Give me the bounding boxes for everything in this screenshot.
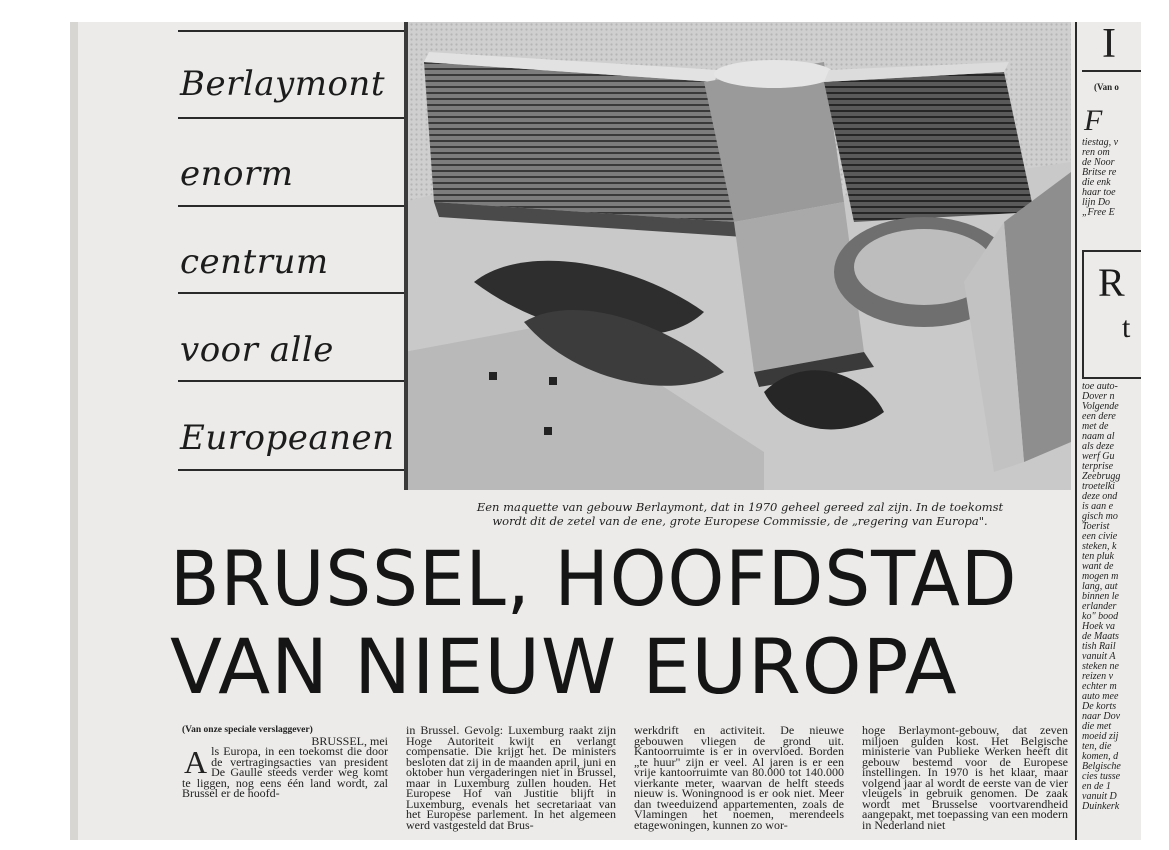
article-text-col4: hoge Berlaymont-gebouw, dat zeven miljoen gulden kost. Het Belgische ministerie van Publieke Werken heeft dit gebouw bestemd voor de Europese instellingen. In 1970 is het klaar, maar volgend jaar al wordt de eerste van de vier vleugels in gebruik genomen. De zaak wordt met Brusselse voortvarendheid aangepakt, met toepassing van een modern in Nederland niet [862,725,1068,832]
adjacent-line: is aan e [1082,501,1114,512]
adjacent-line: cies tusse [1082,771,1121,782]
adjacent-line: komen, d [1082,751,1119,762]
adjacent-line: moeid zij [1082,731,1119,742]
adjacent-line: een dere [1082,411,1116,422]
adjacent-article-lower [1082,382,1141,840]
adjacent-line: naar Dov [1082,711,1121,722]
adjacent-line: vanuit D [1082,791,1117,802]
dateline: BRUSSEL, mei [311,733,388,748]
adjacent-line: ten pluk [1082,551,1114,562]
adjacent-box-letter-2: t [1122,311,1131,344]
adjacent-line: ten, die [1082,741,1112,752]
adjacent-line: binnen le [1082,591,1119,602]
adjacent-line: vanuit A [1082,651,1116,662]
adjacent-dropcap: F [1084,104,1103,137]
adjacent-line: Dover n [1082,391,1115,402]
column-divider [1075,22,1077,840]
berlaymont-model-photo [404,22,1071,490]
page-gutter [70,22,78,840]
adjacent-line: een civie [1082,531,1118,542]
adjacent-line: naam al [1082,431,1115,442]
kicker-line-5: Europeanen [180,418,395,458]
adjacent-line: reizen v [1082,671,1114,682]
adjacent-line: Duinkerk [1082,801,1120,812]
kicker-line-3: centrum [180,242,329,282]
adjacent-line: De korts [1082,701,1117,712]
adjacent-line: haar toe [1082,187,1116,198]
headline-line-1: BRUSSEL, HOOFDSTAD [170,534,1018,623]
byline: (Van onze speciale verslaggever) [182,725,313,735]
adjacent-line: de Maats [1082,631,1119,642]
caption-line-1: Een maquette van gebouw Berlaymont, dat in 1970 geheel gereed zal zijn. In de toekomst [476,500,1004,514]
adjacent-line: steken ne [1082,661,1119,672]
adjacent-line: gisch mo [1082,511,1118,522]
caption-line-2: wordt dit de zetel van de ene, grote Europese Commissie, de „regering van Europa". [492,514,988,528]
adjacent-line: die enk [1082,177,1111,188]
article-text-col3: werkdrift en activiteit. De nieuwe gebouwen vliegen de grond uit. Kantoorruimte is er in overvloed. Borden „te huur" zijn er veel. Al jaren is er een vrije kantoorruimte van 80.000 tot 140.000 vierkante meter, waarvan de helft steeds nieuw is. Woningnood is er ook niet. Meer dan tweeduizend appartementen, zoals de Vlamingen het noemen, merendeels etagewoningen, kunnen zo wor- [634,725,844,832]
kicker-line-1: Berlaymont [180,64,385,104]
adjacent-line: steken, k [1082,541,1117,552]
adjacent-line: werf Gu [1082,451,1115,462]
adjacent-line: ren om [1082,147,1110,158]
adjacent-line: Zeebrugg [1082,471,1121,482]
photo-caption [400,500,1080,528]
adjacent-line: toe auto- [1082,382,1118,392]
adjacent-line: en de 1 [1082,781,1111,792]
adjacent-line: Belgische [1082,761,1121,772]
adjacent-line: auto mee [1082,691,1119,702]
adjacent-line: ko" bood [1082,611,1119,622]
kicker-line-4: voor alle [180,330,334,370]
adjacent-line: mogen m [1082,571,1119,582]
adjacent-line: erlander [1082,601,1117,612]
adjacent-line: Volgende [1082,401,1119,412]
adjacent-line: Hoek va [1082,621,1116,632]
kicker-line-2: enorm [180,154,294,194]
adjacent-line: lang, aut [1082,581,1118,592]
newspaper-page [70,22,1141,840]
article-column-4 [862,725,1068,840]
adjacent-line: Toerist [1082,521,1110,532]
article-column-2 [406,725,616,840]
article-text-col2: in Brussel. Gevolg: Luxemburg raakt zijn Hoge Autoriteit kwijt en verlangt compensatie. Die krijgt het. De ministers besloten dat zij in de maanden april, juni en oktober hun vergaderingen niet in Brussel, maar in Luxemburg zullen houden. Het Europese Hof van Justitie blijft in Luxemburg, evenals het secretariaat van het Europese parlement. In het algemeen werd vastgesteld dat Brus- [406,725,616,832]
article-text-col1: ls Europa, in een toekomst die door de vertragingsacties van president De Gaulle steeds verder weg komt te liggen, nog eens één land wordt, zal Brussel er de hoofd- [182,744,388,800]
adjacent-line: tish Rail [1082,641,1116,652]
adjacent-boxed-headline [1082,250,1141,379]
adjacent-byline: (Van o [1094,82,1119,92]
drop-cap: A [184,744,208,780]
adjacent-line: de Noor [1082,157,1115,168]
adjacent-box-letter-1: R [1098,260,1125,305]
adjacent-line: terprise [1082,461,1114,472]
article-column-3 [634,725,844,840]
adjacent-line: met de [1082,421,1109,432]
adjacent-line: tiestag, v [1082,137,1119,148]
adjacent-line: die met [1082,721,1112,732]
adjacent-line: „Free E [1082,207,1115,218]
headline-line-2: VAN NIEUW EUROPA [170,622,958,711]
adjacent-line: want de [1082,561,1114,572]
adjacent-line: Britse re [1082,167,1117,178]
adjacent-line: deze ond [1082,491,1118,502]
adjacent-line: als deze [1082,441,1114,452]
adjacent-line: lijn Do [1082,197,1111,208]
adjacent-headline-letter: I [1102,22,1116,67]
adjacent-line: troetelki [1082,481,1115,492]
article-column-1 [182,725,388,840]
adjacent-line: echter m [1082,681,1117,692]
